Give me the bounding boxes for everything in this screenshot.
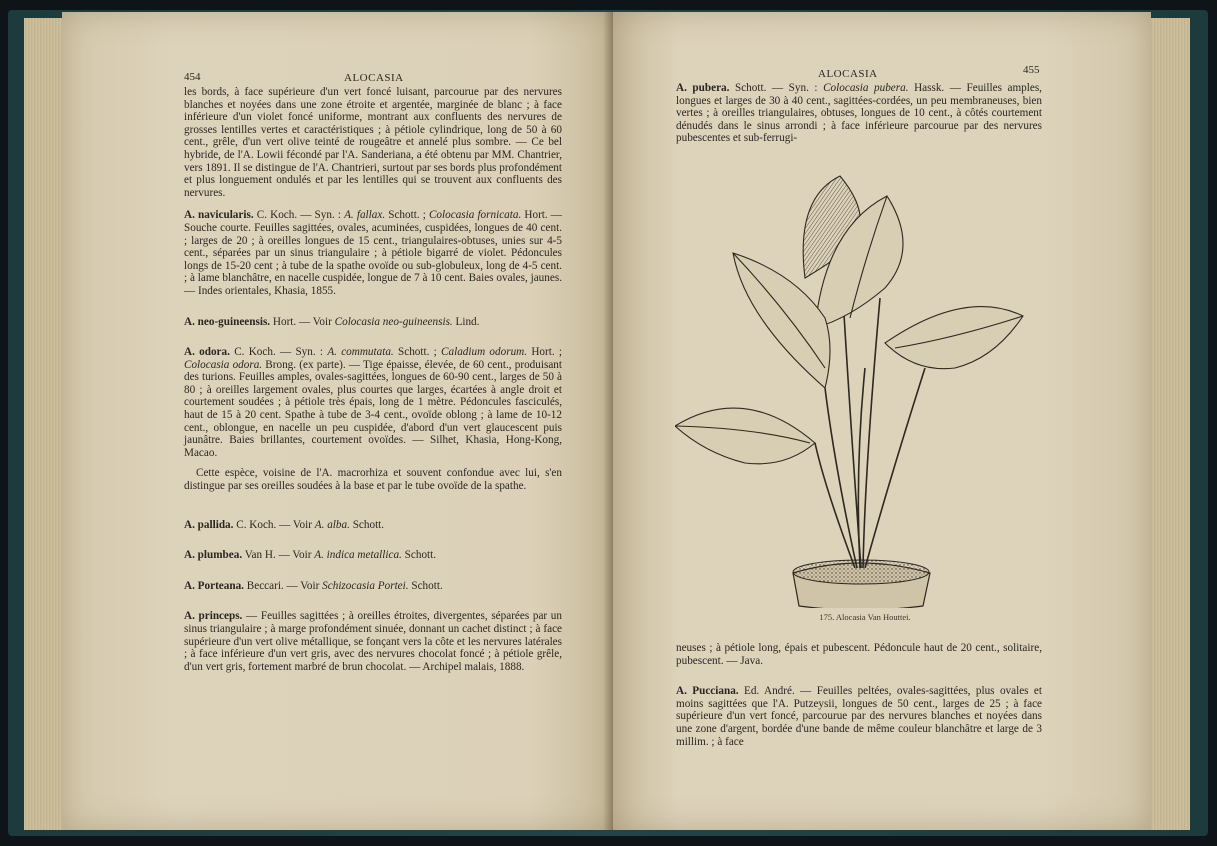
taxon-name: A. fallax.: [344, 209, 386, 222]
entry-text: Hort. ;: [527, 346, 562, 359]
figure-caption: 175. Alocasia Van Houttei.: [819, 612, 911, 622]
entry-text: Schott. ;: [393, 346, 442, 359]
taxon-name: Colocasia odora.: [184, 358, 263, 371]
taxon-name: Colocasia neo-guineensis.: [334, 315, 453, 328]
entry-text: Schott.: [349, 518, 385, 531]
entry-text: — Feuilles sagittées ; à oreilles étroites, divergentes, séparées par un sinus triangulaire ; à marge profondément sinuée, donnant un cachet distinct ; à face supérieure d'un vert olive métallique, se fonçant vers la côte et les nervures latérales ; à face inférieure d'un vert gris, avec des nervures chocolat foncé ; à pétiole grêle, d'un vert gris, fortement marbré de brun chocolat. — Archipel malais, 1888.: [184, 610, 562, 673]
entry-odora: [184, 346, 562, 459]
entry-headword: A. pallida.: [184, 518, 234, 531]
entry-text: Van H. — Voir: [242, 549, 315, 562]
entry-porteana: [184, 580, 562, 593]
entry-headword: A. Pucciana.: [676, 685, 739, 698]
entry-text: C. Koch. — Syn. :: [229, 346, 328, 359]
entry-text: Brong. (ex parte). — Tige épaisse, élevée, de 60 cent., produisant des turions. Feuilles amples, ovales-sagittées, longues de 60-90 cent., larges de 50 à 80 ; à oreilles largement ovales, plus courtes que larges, écartées à angle droit et courtement soudées ; à pétiole très épais, long de 1 mètre. Pédoncules fasciculés, haut de 15 à 20 cent. Spathe à tube de 3-4 cent., ovoïde oblong ; à lame de 10-12 cent., oblongue, en nacelle un peu cuspidée, d'abord d'un vert glaucescent puis jaunâtre. Baies brillantes, courtement ovoïdes. — Silhet, Khasia, Hong-Kong, Macao.: [184, 358, 562, 459]
entry-plumbea: [184, 549, 562, 562]
entry-text: les bords, à face supérieure d'un vert foncé luisant, parcourue par des nervures blanches et noyées dans une zone étroite et argentée, marginée de blanc ; à face inférieure d'un violet foncé uniforme, montrant aux confluents des nervures de grosses lentilles vertes et caractéristiques ; à pétiole cylindrique, long de 50 à 60 cent., grêle, d'un vert olive teinté de rougeâtre et annelé plus sombre. — Ce bel hybride, de l'A. Lowii fécondé par l'A. Sanderiana, a été obtenu par MM. Chantrier, vers 1891. Il se distingue de l'A. Chantrieri, surtout par ses bords plus profondément et plus longuement ondulés et par les lentilles qui se trouvent aux confluents des nervures.: [184, 86, 562, 199]
entry-text: Hort. — Voir: [270, 315, 335, 328]
right-bottom-text: [676, 642, 1042, 758]
page-edges-left: [24, 18, 64, 830]
taxon-name: Caladium odorum.: [441, 346, 528, 359]
entry-continuation: [184, 86, 562, 199]
entry-headword: A. navicularis.: [184, 209, 254, 222]
entry-headword: A. neo-guineensis.: [184, 315, 271, 328]
entry-odora-note: [184, 467, 562, 492]
entry-text: Schott. — Syn. :: [729, 82, 824, 94]
entry-text: Hort. — Souche courte. Feuilles sagittées, ovales, acuminées, cuspidées, longues de 40 cent. ; larges de 20 ; à oreilles longues de 15 cent., triangulaires-obtuses, unies sur 4-5 cent., séparées par un sinus triangulaire ; à pétiole bigarré de violet. Pédoncules longs de 15-20 cent ; à tube de la spathe ovoïde ou sub-globuleux, long de 4-5 cent. ; à lame blanchâtre, en nacelle cuspidée, longue de 7 à 10 cent. Baies ovales, jaunes. — Indes orientales, Khasia, 1855.: [184, 209, 562, 297]
left-running-head: ALOCASIA: [344, 72, 404, 84]
left-page-number: 454: [184, 71, 201, 83]
taxon-name: A. commutata.: [327, 346, 394, 359]
entry-headword: A. princeps.: [184, 610, 243, 623]
entry-text: Schott.: [401, 549, 437, 562]
taxon-name: A. indica metallica.: [314, 549, 402, 562]
entry-princeps: [184, 610, 562, 673]
entry-text: Hassk. — Feuilles amples, longues et larges de 30 à 40 cent., sagittées-cordées, un peu membraneuses, bien vertes ; à oreilles triangulaires, obtuses, longues de 10 cent., à côtés courtement dénudés dans le sinus arrondi ; à face inférieure parcourue par des nervures pubescentes et sub-ferrugi-: [676, 82, 1042, 145]
entry-text: Ed. André. — Feuilles peltées, ovales-sagittées, plus ovales et moins sagittées que l'A. Putzeysii, longues de 50 cent., larges de 25 ; à face supérieure d'un vert foncé, parcourue par des nervures blanches et noyées dans une zone d'argent, bordée d'une bande de même couleur blanchâtre et large de 3 millim. ; à face: [676, 685, 1042, 748]
entry-pucciana: [676, 685, 1042, 748]
entry-pubera-continuation: [676, 642, 1042, 667]
left-text-column: [184, 86, 562, 683]
entry-navicularis: [184, 209, 562, 297]
entry-text: C. Koch. — Syn. :: [253, 209, 345, 222]
taxon-name: Colocasia pubera.: [823, 82, 909, 94]
entry-pallida: [184, 519, 562, 532]
entry-text: Cette espèce, voisine de l'A. macrorhiza et souvent confondue avec lui, s'en distingue par ses oreilles soudées à la base et par le tube ovoïde de la spathe.: [184, 467, 562, 493]
entry-text: Schott. ;: [385, 209, 429, 222]
page-edges-right: [1150, 18, 1190, 830]
entry-text: C. Koch. — Voir: [233, 518, 315, 531]
entry-text: neuses ; à pétiole long, épais et pubescent. Pédoncule haut de 20 cent., solitaire, pubescent. — Java.: [676, 642, 1042, 667]
taxon-name: Colocasia fornicata.: [428, 209, 522, 222]
entry-headword: A. pubera.: [676, 82, 730, 94]
entry-headword: A. plumbea.: [184, 549, 243, 562]
entry-neo-guineensis: [184, 316, 562, 329]
taxon-name: Schizocasia Portei.: [322, 579, 409, 592]
alocasia-illustration: [675, 168, 1035, 608]
entry-headword: A. odora.: [184, 346, 230, 359]
right-page-number: 455: [1023, 64, 1040, 76]
leaves: [675, 176, 1023, 464]
entry-headword: A. Porteana.: [184, 579, 244, 592]
right-top-text: [676, 82, 1042, 155]
entry-pubera: [676, 82, 1042, 145]
taxon-name: A. alba.: [314, 518, 350, 531]
entry-text: Beccari. — Voir: [243, 579, 323, 592]
entry-text: Lind.: [452, 315, 480, 328]
right-running-head: ALOCASIA: [818, 68, 878, 80]
entry-text: Schott.: [408, 579, 443, 592]
